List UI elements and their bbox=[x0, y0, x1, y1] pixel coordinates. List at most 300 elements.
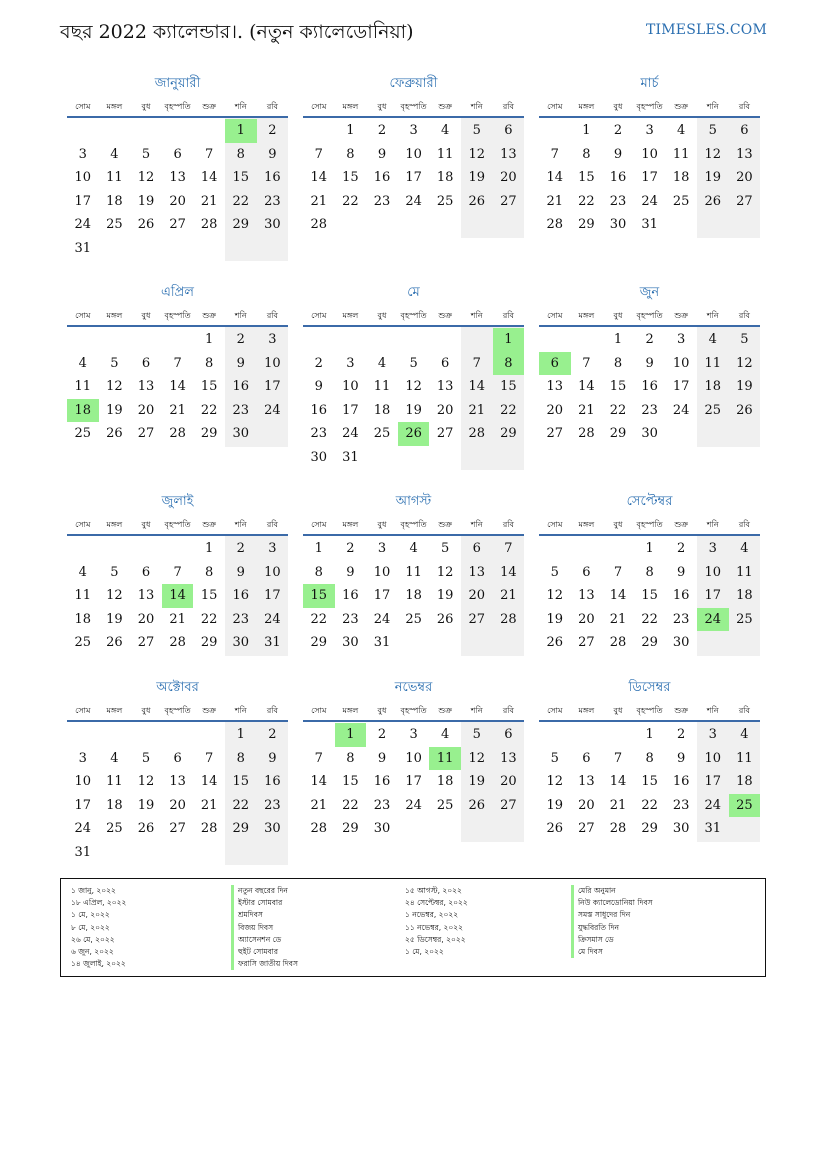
day-cell: 3 bbox=[377, 541, 387, 556]
day-cell: 14 bbox=[609, 774, 627, 789]
day-cell: 30 bbox=[264, 821, 281, 836]
weekday-header: রবি bbox=[266, 520, 278, 529]
weekday-header: বুধ bbox=[377, 102, 387, 111]
day-cell: 24 bbox=[74, 821, 92, 836]
day-cell: 17 bbox=[342, 402, 359, 418]
day-cell: 24 bbox=[704, 797, 722, 813]
legend-holiday-date: ২৬ মে, ২০২২ bbox=[71, 934, 115, 944]
day-cell: 31 bbox=[342, 449, 359, 465]
day-cell: 30 bbox=[672, 635, 690, 650]
legend-holiday-date: ১১ নভেম্বর, ২০২২ bbox=[405, 922, 464, 932]
header-rule bbox=[303, 325, 524, 327]
weekday-header: মঙ্গল bbox=[342, 102, 359, 111]
weekday-header: মঙ্গল bbox=[578, 102, 595, 111]
day-cell: 27 bbox=[137, 635, 155, 650]
day-cell: 23 bbox=[373, 797, 391, 813]
day-cell: 16 bbox=[264, 774, 281, 789]
day-cell: 7 bbox=[472, 355, 481, 371]
day-cell: 27 bbox=[468, 611, 486, 627]
weekday-header: বৃহস্পতি bbox=[164, 520, 191, 529]
day-cell: 31 bbox=[74, 240, 92, 256]
day-cell: 12 bbox=[436, 564, 454, 580]
day-cell: 1 bbox=[314, 541, 323, 556]
day-cell: 17 bbox=[672, 379, 690, 394]
day-cell: 5 bbox=[740, 332, 749, 347]
day-cell: 2 bbox=[613, 123, 623, 138]
month-name: আগস্ট bbox=[395, 494, 432, 509]
day-cell: 11 bbox=[405, 564, 422, 580]
day-cell: 8 bbox=[645, 564, 654, 580]
day-cell: 10 bbox=[264, 564, 281, 580]
day-cell: 3 bbox=[409, 727, 418, 742]
month-name: অক্টোবর bbox=[156, 680, 199, 695]
day-cell: 19 bbox=[546, 797, 564, 813]
day-cell: 9 bbox=[677, 750, 686, 766]
weekday-header: বৃহস্পতি bbox=[400, 520, 427, 529]
day-cell: 20 bbox=[436, 402, 454, 418]
legend-holiday-name: হুইট সোমবার bbox=[231, 946, 298, 958]
day-cell: 2 bbox=[236, 541, 245, 556]
day-cell: 6 bbox=[141, 564, 151, 580]
day-cell: 19 bbox=[106, 402, 123, 418]
day-cell: 28 bbox=[169, 426, 186, 441]
day-cell: 21 bbox=[169, 402, 186, 418]
day-cell: 26 bbox=[546, 635, 564, 650]
legend-names-column-1 bbox=[231, 885, 298, 970]
day-cell: 15 bbox=[200, 588, 218, 603]
day-cell: 3 bbox=[78, 750, 87, 766]
day-cell: 30 bbox=[232, 426, 250, 441]
day-cell: 26 bbox=[468, 193, 486, 209]
day-cell: 31 bbox=[704, 821, 722, 836]
day-cell: 22 bbox=[200, 611, 218, 627]
day-cell: 9 bbox=[236, 355, 245, 371]
day-cell: 17 bbox=[641, 170, 658, 185]
day-cell: 26 bbox=[546, 821, 564, 836]
day-cell: 15 bbox=[641, 588, 658, 603]
day-cell: 4 bbox=[110, 750, 119, 766]
day-cell: 25 bbox=[436, 797, 454, 813]
day-cell: 16 bbox=[672, 774, 690, 789]
day-cell: 27 bbox=[736, 193, 753, 209]
day-cell: 6 bbox=[582, 750, 591, 766]
day-cell: 21 bbox=[609, 797, 627, 813]
day-cell: 14 bbox=[169, 379, 186, 394]
day-cell: 4 bbox=[377, 355, 387, 371]
day-cell: 3 bbox=[346, 355, 355, 371]
day-cell: 29 bbox=[641, 821, 658, 836]
legend-holiday-date: ১ মে, ২০২২ bbox=[405, 946, 444, 956]
day-cell: 10 bbox=[74, 170, 92, 185]
day-cell: 20 bbox=[578, 611, 595, 627]
weekday-header: শুক্র bbox=[674, 102, 688, 111]
weekday-header: সোম bbox=[75, 706, 91, 715]
day-cell: 2 bbox=[377, 123, 387, 138]
day-cell: 10 bbox=[74, 774, 92, 789]
weekday-header: বৃহস্পতি bbox=[164, 706, 191, 715]
weekday-header: বৃহস্পতি bbox=[636, 706, 663, 715]
legend-dates-column-2 bbox=[405, 885, 468, 958]
day-cell: 28 bbox=[500, 611, 517, 627]
legend-holiday-date: ১৪ জুলাই, ২০২২ bbox=[71, 959, 126, 969]
day-cell: 10 bbox=[405, 750, 422, 766]
day-cell: 18 bbox=[436, 774, 454, 789]
day-cell: 8 bbox=[346, 750, 355, 766]
day-cell: 17 bbox=[264, 588, 281, 603]
day-cell: 17 bbox=[405, 170, 422, 185]
day-cell: 14 bbox=[546, 170, 564, 185]
day-cell: 27 bbox=[169, 821, 186, 836]
day-cell: 22 bbox=[232, 797, 250, 813]
day-cell: 15 bbox=[342, 774, 359, 789]
day-cell: 14 bbox=[500, 564, 517, 580]
day-cell: 24 bbox=[342, 426, 359, 441]
day-cell: 12 bbox=[106, 588, 123, 603]
day-cell: 21 bbox=[169, 611, 186, 627]
day-cell: 23 bbox=[373, 193, 391, 209]
day-cell: 12 bbox=[546, 588, 564, 603]
weekday-header: বৃহস্পতি bbox=[636, 311, 663, 320]
day-cell: 16 bbox=[672, 588, 690, 603]
weekday-header: শনি bbox=[234, 520, 247, 529]
day-cell: 6 bbox=[173, 146, 182, 162]
weekday-header: রবি bbox=[738, 311, 750, 320]
header-rule bbox=[67, 534, 288, 536]
day-cell: 1 bbox=[613, 332, 623, 347]
weekday-header: বুধ bbox=[141, 520, 151, 529]
weekday-header: শনি bbox=[706, 520, 719, 529]
weekday-header: শুক্র bbox=[438, 520, 452, 529]
day-cell: 29 bbox=[342, 821, 359, 836]
day-cell: 12 bbox=[546, 774, 564, 789]
day-cell: 1 bbox=[236, 727, 245, 742]
day-cell: 28 bbox=[310, 217, 328, 232]
day-cell: 19 bbox=[468, 170, 486, 185]
holiday-day-cell: 26 bbox=[398, 422, 430, 446]
day-cell: 21 bbox=[468, 402, 486, 418]
legend-holiday-name: ফরাসি জাতীয় দিবস bbox=[231, 958, 298, 970]
day-cell: 28 bbox=[609, 821, 627, 836]
day-cell: 11 bbox=[106, 170, 123, 185]
month-name: সেপ্টেম্বর bbox=[626, 494, 673, 509]
weekday-header: বৃহস্পতি bbox=[636, 520, 663, 529]
day-cell: 4 bbox=[441, 727, 450, 742]
weekday-header: বুধ bbox=[613, 102, 623, 111]
page-title: বছর 2022 ক্যালেন্ডার।. (নতুন ক্যালেডোনিয়া) bbox=[60, 21, 414, 43]
day-cell: 17 bbox=[704, 588, 722, 603]
day-cell: 20 bbox=[578, 797, 595, 813]
holiday-day-cell: 1 bbox=[493, 328, 525, 352]
day-cell: 9 bbox=[613, 146, 623, 162]
day-cell: 12 bbox=[736, 355, 753, 371]
weekday-header: মঙ্গল bbox=[106, 311, 123, 320]
weekday-header: শনি bbox=[706, 706, 719, 715]
day-cell: 21 bbox=[310, 797, 328, 813]
day-cell: 6 bbox=[740, 123, 749, 138]
day-cell: 21 bbox=[310, 193, 328, 209]
day-cell: 13 bbox=[436, 379, 454, 394]
weekday-header: রবি bbox=[502, 311, 514, 320]
day-cell: 5 bbox=[141, 750, 151, 766]
day-cell: 27 bbox=[546, 426, 564, 441]
month-name: ফেব্রুয়ারী bbox=[389, 76, 438, 91]
day-cell: 26 bbox=[137, 217, 155, 232]
weekday-header: বুধ bbox=[613, 311, 623, 320]
weekday-header: শনি bbox=[470, 520, 483, 529]
holiday-day-cell: 11 bbox=[429, 747, 461, 771]
weekday-header: শুক্র bbox=[202, 311, 216, 320]
day-cell: 11 bbox=[736, 750, 753, 766]
header-rule bbox=[67, 720, 288, 722]
legend-holiday-name: বিজয় দিবস bbox=[231, 922, 298, 934]
day-cell: 14 bbox=[310, 170, 328, 185]
day-cell: 27 bbox=[578, 821, 595, 836]
day-cell: 24 bbox=[373, 611, 391, 627]
day-cell: 4 bbox=[409, 541, 418, 556]
weekday-header: রবি bbox=[266, 706, 278, 715]
day-cell: 5 bbox=[472, 727, 481, 742]
day-cell: 1 bbox=[645, 541, 654, 556]
holiday-day-cell: 8 bbox=[493, 352, 525, 376]
day-cell: 29 bbox=[609, 426, 627, 441]
weekday-header: শনি bbox=[234, 311, 247, 320]
day-cell: 28 bbox=[169, 635, 186, 650]
day-cell: 29 bbox=[232, 821, 250, 836]
day-cell: 31 bbox=[641, 217, 658, 232]
day-cell: 11 bbox=[736, 564, 753, 580]
day-cell: 27 bbox=[500, 193, 517, 209]
weekday-header: মঙ্গল bbox=[106, 706, 123, 715]
day-cell: 19 bbox=[137, 797, 155, 813]
weekday-header: শনি bbox=[234, 706, 247, 715]
day-cell: 19 bbox=[137, 193, 155, 209]
legend-holiday-name: নতুন বছরের দিন bbox=[231, 885, 298, 897]
header-rule bbox=[539, 720, 760, 722]
day-cell: 7 bbox=[173, 564, 182, 580]
day-cell: 7 bbox=[173, 355, 182, 371]
day-cell: 20 bbox=[736, 170, 753, 185]
day-cell: 25 bbox=[704, 402, 722, 418]
holiday-day-cell: 24 bbox=[697, 608, 729, 632]
legend-holiday-date: ১ জানু, ২০২২ bbox=[71, 886, 116, 895]
day-cell: 30 bbox=[310, 449, 328, 465]
day-cell: 16 bbox=[310, 402, 328, 418]
day-cell: 16 bbox=[264, 170, 281, 185]
holiday-day-cell: 18 bbox=[67, 399, 99, 423]
day-cell: 29 bbox=[200, 426, 218, 441]
day-cell: 18 bbox=[736, 588, 753, 603]
day-cell: 10 bbox=[641, 146, 658, 162]
day-cell: 13 bbox=[500, 750, 517, 766]
day-cell: 3 bbox=[409, 123, 418, 138]
day-cell: 21 bbox=[200, 797, 218, 813]
day-cell: 7 bbox=[314, 146, 323, 162]
day-cell: 8 bbox=[205, 355, 214, 371]
legend-holiday-date: ১ নভেম্বর, ২০২২ bbox=[405, 910, 459, 920]
day-cell: 5 bbox=[550, 750, 559, 766]
day-cell: 8 bbox=[236, 146, 245, 162]
weekday-header: সোম bbox=[311, 311, 327, 320]
day-cell: 2 bbox=[677, 727, 686, 742]
weekday-header: মঙ্গল bbox=[342, 706, 359, 715]
day-cell: 20 bbox=[500, 170, 517, 185]
day-cell: 13 bbox=[169, 170, 186, 185]
day-cell: 26 bbox=[468, 797, 486, 813]
day-cell: 11 bbox=[436, 146, 454, 162]
day-cell: 26 bbox=[436, 611, 454, 627]
day-cell: 4 bbox=[78, 564, 87, 580]
legend-holiday-date: ৮ মে, ২০২২ bbox=[71, 922, 110, 932]
day-cell: 1 bbox=[582, 123, 591, 138]
day-cell: 25 bbox=[405, 611, 422, 627]
legend-holiday-name: যুদ্ধবিরতি দিন bbox=[571, 922, 653, 934]
weekday-header: বুধ bbox=[613, 706, 623, 715]
day-cell: 25 bbox=[736, 611, 753, 627]
holiday-day-cell: 1 bbox=[225, 119, 257, 143]
day-cell: 23 bbox=[310, 426, 328, 441]
weekday-header: মঙ্গল bbox=[106, 102, 123, 111]
day-cell: 8 bbox=[613, 355, 623, 371]
legend-holiday-date: ১৫ আগস্ট, ২০২২ bbox=[405, 886, 462, 895]
weekday-header: শুক্র bbox=[438, 311, 452, 320]
day-cell: 2 bbox=[314, 355, 323, 371]
day-cell: 25 bbox=[436, 193, 454, 209]
day-cell: 3 bbox=[677, 332, 686, 347]
day-cell: 21 bbox=[200, 193, 218, 209]
weekday-header: সোম bbox=[75, 311, 91, 320]
weekday-header: বুধ bbox=[377, 311, 387, 320]
day-cell: 27 bbox=[169, 217, 186, 232]
day-cell: 27 bbox=[578, 635, 595, 650]
legend-holiday-name: মে দিবস bbox=[571, 946, 653, 958]
site-brand-link[interactable]: TIMESLES.COM bbox=[646, 22, 767, 38]
day-cell: 20 bbox=[137, 611, 155, 627]
weekday-header: রবি bbox=[738, 706, 750, 715]
header-rule bbox=[67, 325, 288, 327]
day-cell: 18 bbox=[704, 379, 722, 394]
day-cell: 7 bbox=[314, 750, 323, 766]
day-cell: 31 bbox=[373, 635, 391, 650]
day-cell: 29 bbox=[232, 217, 250, 232]
legend-dates-column-1 bbox=[71, 885, 126, 970]
day-cell: 4 bbox=[677, 123, 686, 138]
day-cell: 12 bbox=[405, 379, 422, 394]
day-cell: 14 bbox=[200, 774, 218, 789]
day-cell: 4 bbox=[110, 146, 119, 162]
weekday-header: শুক্র bbox=[202, 706, 216, 715]
weekday-header: শুক্র bbox=[438, 706, 452, 715]
day-cell: 15 bbox=[232, 170, 250, 185]
day-cell: 3 bbox=[268, 332, 277, 347]
day-cell: 23 bbox=[641, 402, 658, 418]
day-cell: 8 bbox=[205, 564, 214, 580]
weekday-header: শুক্র bbox=[202, 520, 216, 529]
weekday-header: সোম bbox=[547, 706, 563, 715]
day-cell: 23 bbox=[264, 193, 281, 209]
day-cell: 18 bbox=[736, 774, 753, 789]
day-cell: 6 bbox=[504, 123, 513, 138]
holiday-day-cell: 15 bbox=[303, 584, 335, 608]
day-cell: 30 bbox=[342, 635, 359, 650]
day-cell: 2 bbox=[346, 541, 355, 556]
day-cell: 2 bbox=[236, 332, 245, 347]
weekday-header: রবি bbox=[502, 102, 514, 111]
day-cell: 31 bbox=[264, 635, 281, 650]
day-cell: 28 bbox=[578, 426, 595, 441]
legend-holiday-date: ২৫ ডিসেম্বর, ২০২২ bbox=[405, 934, 466, 944]
day-cell: 21 bbox=[578, 402, 595, 418]
day-cell: 8 bbox=[314, 564, 323, 580]
day-cell: 15 bbox=[342, 170, 359, 185]
day-cell: 24 bbox=[74, 217, 92, 232]
day-cell: 25 bbox=[74, 426, 92, 441]
weekday-header: সোম bbox=[311, 706, 327, 715]
day-cell: 4 bbox=[78, 355, 87, 371]
legend-holiday-name: অ্যাসেনশন ডে bbox=[231, 934, 298, 946]
day-cell: 13 bbox=[468, 564, 486, 580]
day-cell: 11 bbox=[672, 146, 690, 162]
weekday-header: শনি bbox=[234, 102, 247, 111]
day-cell: 30 bbox=[672, 821, 690, 836]
day-cell: 6 bbox=[173, 750, 182, 766]
day-cell: 2 bbox=[377, 727, 387, 742]
weekday-header: শনি bbox=[706, 311, 719, 320]
weekday-header: রবি bbox=[738, 520, 750, 529]
holiday-legend bbox=[60, 878, 766, 977]
weekday-header: শুক্র bbox=[674, 520, 688, 529]
day-cell: 22 bbox=[641, 797, 658, 813]
day-cell: 24 bbox=[405, 797, 422, 813]
day-cell: 11 bbox=[373, 379, 391, 394]
day-cell: 28 bbox=[546, 217, 564, 232]
day-cell: 16 bbox=[609, 170, 627, 185]
day-cell: 30 bbox=[264, 217, 281, 232]
day-cell: 30 bbox=[373, 821, 391, 836]
weekday-header: সোম bbox=[547, 520, 563, 529]
day-cell: 10 bbox=[672, 355, 690, 371]
day-cell: 14 bbox=[468, 379, 486, 394]
day-cell: 9 bbox=[377, 146, 387, 162]
day-cell: 20 bbox=[137, 402, 155, 418]
day-cell: 18 bbox=[436, 170, 454, 185]
header-rule bbox=[539, 534, 760, 536]
day-cell: 28 bbox=[468, 426, 486, 441]
day-cell: 3 bbox=[708, 541, 717, 556]
day-cell: 23 bbox=[672, 611, 690, 627]
legend-holiday-name: শ্রমদিবস bbox=[231, 909, 298, 921]
legend-holiday-date: ২৪ সেপ্টেম্বর, ২০২২ bbox=[405, 898, 468, 908]
header-rule bbox=[303, 720, 524, 722]
weekday-header: বুধ bbox=[141, 311, 151, 320]
day-cell: 13 bbox=[736, 146, 753, 162]
day-cell: 19 bbox=[546, 611, 564, 627]
day-cell: 16 bbox=[641, 379, 658, 394]
day-cell: 13 bbox=[546, 379, 564, 394]
day-cell: 22 bbox=[232, 193, 250, 209]
day-cell: 9 bbox=[377, 750, 387, 766]
day-cell: 22 bbox=[310, 611, 328, 627]
day-cell: 15 bbox=[578, 170, 595, 185]
legend-holiday-name: ক্রিসমাস ডে bbox=[571, 934, 653, 946]
day-cell: 19 bbox=[736, 379, 753, 394]
day-cell: 21 bbox=[609, 611, 627, 627]
day-cell: 2 bbox=[268, 123, 277, 138]
day-cell: 25 bbox=[106, 217, 123, 232]
day-cell: 24 bbox=[264, 611, 281, 627]
weekday-header: সোম bbox=[311, 102, 327, 111]
day-cell: 3 bbox=[708, 727, 717, 742]
legend-holiday-name: ইস্টার সোমবার bbox=[231, 897, 298, 909]
